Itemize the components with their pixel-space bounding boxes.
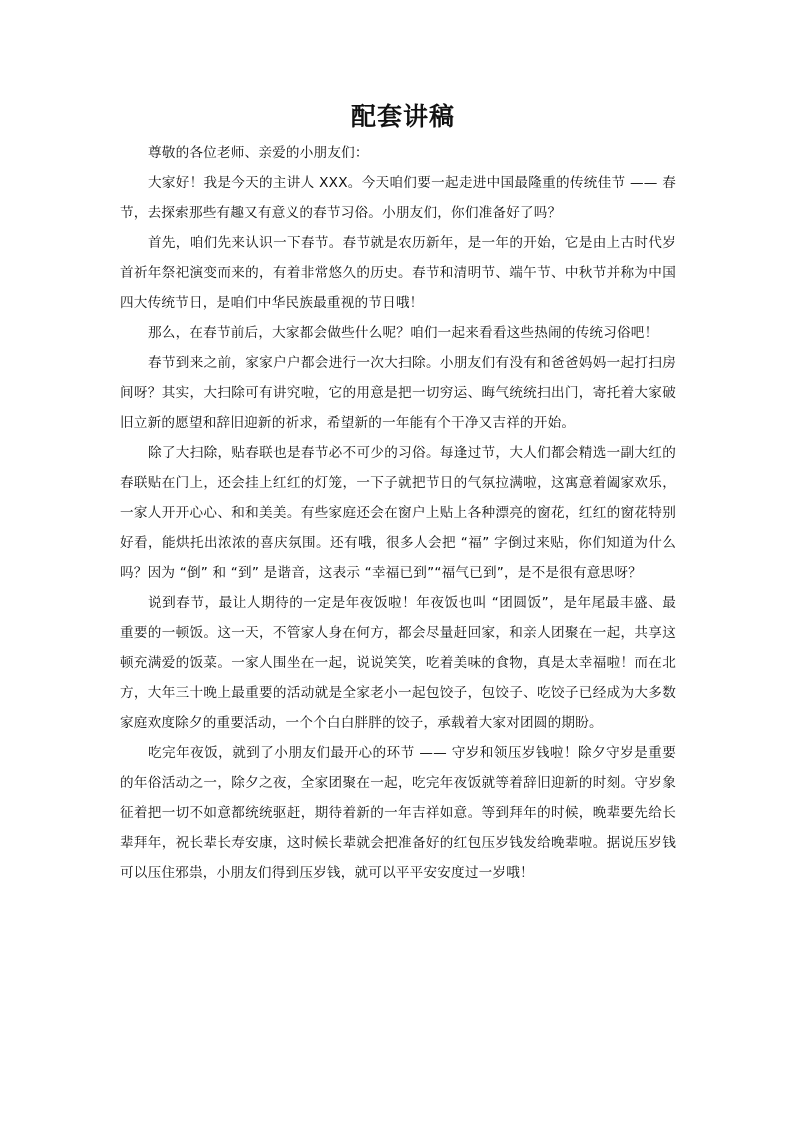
greeting-paragraph: 尊敬的各位老师、亲爱的小朋友们： [148, 145, 369, 161]
new-year-eve-paragraph: 吃完年夜饭，就到了小朋友们最开心的环节 —— 守岁和领压岁钱啦！除夕守岁是重要的年俗活动之一，除夕之夜，全家团聚在一起，吃完年夜饭就等着辞旧迎新的时刻。守岁象征着把一切不如意都统统驱赶，期待着新的一年吉祥如意。等到拜年的时候，晚辈要先给长辈拜年，祝长辈长寿安康，这时候长辈就会把准备好的红包压岁钱发给晚辈啦。据说压岁钱可以压住邪祟，小朋友们得到压岁钱，就可以平平安安度过一岁哦！ [120, 745, 676, 881]
intro-paragraph: 大家好！我是今天的主讲人 XXX。今天咱们要一起走进中国最隆重的传统佳节 —— 春节，去探索那些有趣又有意义的春节习俗。小朋友们，你们准备好了吗？ [120, 175, 676, 221]
customs-intro-paragraph: 那么，在春节前后，大家都会做些什么呢？咱们一起来看看这些热闹的传统习俗吧！ [148, 325, 659, 341]
reunion-dinner-paragraph: 说到春节，最让人期待的一定是年夜饭啦！年夜饭也叫 “团圆饭”，是年尾最丰盛、最重要的一顿饭。这一天，不管家人身在何方，都会尽量赶回家，和亲人团聚在一起，共享这顿充满爱的饭菜。一家人围坐在一起，说说笑笑，吃着美味的食物，真是太幸福啦！而在北方，大年三十晚上最重要的活动就是全家老小一起包饺子，包饺子、吃饺子已经成为大多数家庭欢度除夕的重要活动，一个个白白胖胖的饺子，承载着大家对团圆的期盼。 [120, 595, 676, 731]
cleaning-paragraph: 春节到来之前，家家户户都会进行一次大扫除。小朋友们有没有和爸爸妈妈一起打扫房间呀？其实，大扫除可有讲究啦，它的用意是把一切穷运、晦气统统扫出门，寄托着大家破旧立新的愿望和辞旧迎新的祈求，希望新的一年能有个干净又吉祥的开始。 [120, 355, 676, 431]
document-page [120, 100, 676, 888]
spring-festival-origin-paragraph: 首先，咱们先来认识一下春节。春节就是农历新年，是一年的开始，它是由上古时代岁首祈年祭祀演变而来的，有着非常悠久的历史。春节和清明节、端午节、中秋节并称为中国四大传统节日，是咱们中华民族最重视的节日哦！ [120, 235, 676, 311]
document-title: 配套讲稿 [350, 102, 455, 131]
couplets-paragraph: 除了大扫除，贴春联也是春节必不可少的习俗。每逢过节，大人们都会精选一副大红的春联贴在门上，还会挂上红红的灯笼，一下子就把节日的气氛拉满啦，这寓意着阖家欢乐，一家人开开心心、和和美美。有些家庭还会在窗户上贴上各种漂亮的窗花，红红的窗花特别好看，能烘托出浓浓的喜庆氛围。还有哦，很多人会把 “福” 字倒过来贴，你们知道为什么吗？因为 “倒” 和 “到” 是谐音，这表示 “幸福已到”“福气已到”，是不是很有意思呀？ [120, 445, 676, 581]
